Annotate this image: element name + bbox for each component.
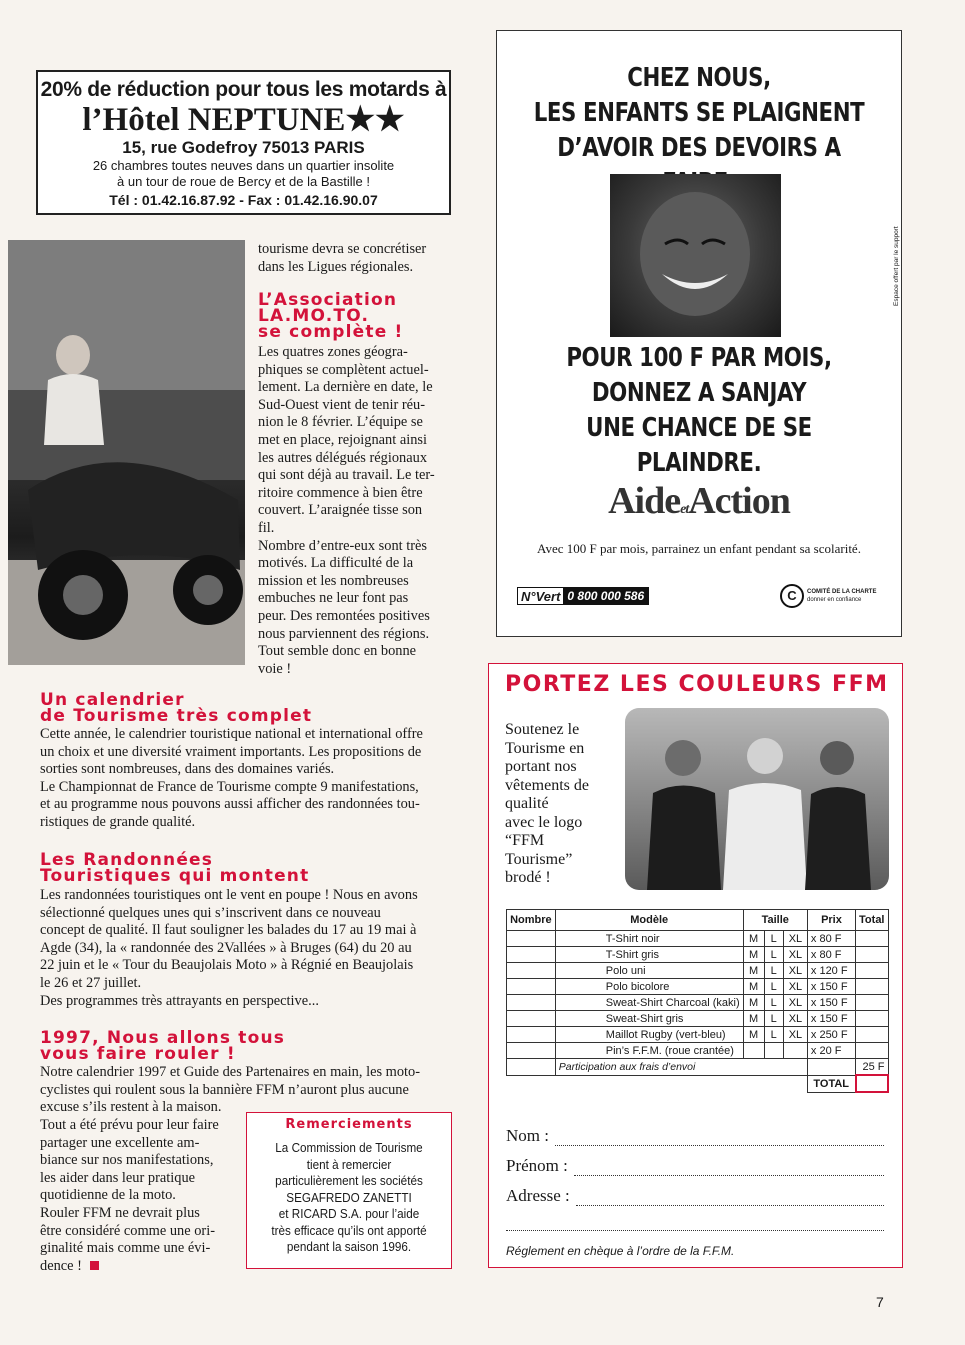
motorcycle-illustration [8,240,245,665]
price-cell: x 80 F [807,947,855,963]
table-header [507,910,889,931]
text-line: Sud-Ouest vient de tenir réu- [258,396,426,413]
nom-field[interactable] [555,1131,884,1146]
price-cell: x 150 F [807,1011,855,1027]
text-line: et RICARD S.A. pour l’aide [278,1206,420,1221]
pitch-line: Tourisme en [505,739,585,757]
order-rows [507,931,889,1059]
text-line: Rouler FFM ne devrait plus [40,1204,200,1221]
qty-cell[interactable] [507,931,556,947]
text-line: très efficace qu’ils ont apporté [271,1222,427,1238]
hotel-neptune-ad [36,70,451,215]
text-line: nous parviennent des régions. [258,625,430,642]
pitch-line: Soutenez le [505,721,580,738]
row-total-cell[interactable] [856,931,888,947]
row-total-cell[interactable] [856,995,888,1011]
model-cell: Polo bicolore [555,979,743,995]
calendrier-heading [40,692,460,724]
text-line: motivés. La difficulté de la [258,555,414,572]
size-xl-cell[interactable]: XL [783,1011,807,1027]
adresse-field[interactable] [576,1191,884,1206]
calendrier-text [40,726,452,832]
rouler-heading [40,1030,460,1062]
charte-badge [780,584,876,608]
ffm-order-form [488,663,903,1268]
row-total-cell[interactable] [856,947,888,963]
size-m-cell[interactable]: M [743,947,764,963]
total-value-field[interactable] [856,1075,888,1092]
hotel-desc-2: à un tour de roue de Bercy et de la Bastille ! [117,174,370,189]
text-line: et au programme nous pouvons aussi afficher des randonnées tou- [40,796,420,813]
hotel-contact: Tél : 01.42.16.87.92 - Fax : 01.42.16.90.07 [109,192,378,208]
header-total: Total [856,910,888,931]
numero-vert [517,587,649,605]
text-line [40,1258,232,1276]
order-row [507,1027,889,1043]
size-l-cell[interactable] [764,1043,783,1059]
randonnees-heading [40,852,460,884]
order-row [507,995,889,1011]
size-m-cell[interactable]: M [743,963,764,979]
text-line: concept de qualité. Il faut souligner les balades du 17 au 19 mai à [40,922,417,939]
child-face [610,174,781,337]
reglement-note: Réglement en chèque à l’ordre de la F.F.M. [506,1244,735,1258]
row-total-cell[interactable] [856,1011,888,1027]
assoc-heading [258,292,458,340]
text-line: particulièrement les sociétés [275,1173,423,1188]
text-line: qui sont déjà au travail. Le ter- [258,467,435,484]
logo-et: et [680,502,689,517]
size-xl-cell[interactable]: XL [783,931,807,947]
end-text: dence ! [40,1257,82,1274]
text-line: sorties sont nombreuses, dans des domaines variés. [40,761,335,778]
price-cell: x 250 F [807,1027,855,1043]
text-line: La Commission de Tourisme [275,1140,423,1155]
row-total-cell[interactable] [856,979,888,995]
text-line: un choix et une diversité vraiment importants. Les propositions de [40,743,422,760]
text-line: 22 juin et le « Tour du Beaujolais Moto » à Régnié en Beaujolais [40,957,414,974]
text-line: le 26 et 27 juillet. [40,974,142,991]
support-side-text: Espace offert par le support [893,226,900,306]
text-line: Les quatres zones géogra- [258,344,408,360]
heading-line: se complète ! [258,322,404,342]
price-cell [807,1059,855,1076]
total-row [507,1075,889,1092]
text-line: Tout semble donc en bonne [258,643,417,660]
shipping-total: 25 F [856,1059,888,1076]
blank-cell [507,1075,556,1092]
qty-cell[interactable] [507,1043,556,1059]
qty-cell[interactable] [507,979,556,995]
qty-cell[interactable] [507,947,556,963]
order-row [507,1011,889,1027]
price-cell: x 80 F [807,931,855,947]
header-modele: Modèle [555,910,743,931]
address-form [506,1126,884,1241]
child-photo [610,174,781,337]
order-table [506,909,889,1093]
row-total-cell[interactable] [856,963,888,979]
size-l-cell[interactable]: L [764,1027,783,1043]
logo-action: Action [688,480,790,522]
text-line: dans les Ligues régionales. [258,258,414,275]
text-line: biance sur nos manifestations, [40,1152,214,1169]
numero-value: 0 800 000 586 [563,588,648,604]
qty-cell[interactable] [507,1011,556,1027]
text-line: lement. La dernière en date, le [258,379,433,396]
charte-text [807,588,876,604]
subline-line: DONNEZ A SANJAY [591,378,807,408]
nom-label: Nom : [506,1126,549,1145]
hotel-name: l’Hôtel NEPTUNE★★ [82,102,405,138]
header-prix: Prix [807,910,855,931]
model-cell: Sweat-Shirt gris [555,1011,743,1027]
aide-action-ad [496,30,902,637]
page-number: 7 [876,1294,884,1310]
price-cell: x 120 F [807,963,855,979]
qty-cell[interactable] [507,1027,556,1043]
assoc-text [258,344,453,678]
text-line: tourisme devra se concrétiser [258,241,427,257]
heading-line: L’Association [258,290,398,310]
remerciements-title: Remerciements [285,1117,413,1132]
pitch-line: Tourisme” [505,850,573,868]
text-line: les aider dans leur pratique [40,1169,196,1186]
price-cell: x 150 F [807,995,855,1011]
nom-row [506,1126,884,1146]
order-row [507,979,889,995]
text-line: quotidienne de la moto. [40,1187,176,1204]
text-line: sélectionné quelques unes qui s’inscrivent dans ce nouveau [40,904,381,921]
headline-line: LES ENFANTS SE PLAIGNENT [533,98,865,128]
charte-icon: C [780,584,804,608]
size-l-cell[interactable]: L [764,979,783,995]
text-line: ritoire commence à bien être [258,484,423,501]
subline-line: UNE CHANCE DE SE PLAINDRE. [586,413,812,478]
ad-subline [497,341,901,481]
heading-line: LA.MO.TO. [258,306,370,326]
size-m-cell[interactable] [743,1043,764,1059]
size-m-cell[interactable]: M [743,1011,764,1027]
charte-line-2: donner en confiance [807,597,862,603]
model-cell: Sweat-Shirt Charcoal (kaki) [555,995,743,1011]
remerciements-body [257,1140,441,1256]
heading-line: 1997, Nous allons tous [40,1028,286,1048]
heading-line: de Tourisme très complet [40,706,313,726]
model-cell: Polo uni [555,963,743,979]
size-l-cell[interactable]: L [764,1011,783,1027]
size-m-cell[interactable]: M [743,1027,764,1043]
ffm-title: PORTEZ LES COULEURS FFM [505,672,889,697]
hotel-discount: 20% de réduction pour tous les motards à [40,78,447,101]
text-line: ristiques de grande qualité. [40,813,196,830]
adresse-row [506,1186,884,1206]
text-line: met en place, rejoignant ainsi [258,431,428,448]
pitch-line: qualité [505,795,549,812]
end-square-icon [90,1261,99,1270]
motorcyclist-photo [8,240,245,665]
remerciements-box [246,1112,452,1269]
blank-cell [555,1075,743,1092]
pitch-line: portant nos [505,758,577,775]
row-total-cell[interactable] [856,1027,888,1043]
text-line: ginalité mais comme une évi- [40,1240,211,1257]
text-line: être considéré comme une ori- [40,1222,216,1239]
model-cell: T-Shirt noir [555,931,743,947]
pitch-line: “FFM [505,832,545,849]
model-cell: Maillot Rugby (vert-bleu) [555,1027,743,1043]
size-l-cell[interactable]: L [764,963,783,979]
heading-line: vous faire rouler ! [40,1044,236,1064]
pitch-line: vêtements de [505,776,589,794]
prenom-row [506,1156,884,1176]
size-m-cell[interactable]: M [743,979,764,995]
size-l-cell[interactable]: L [764,947,783,963]
ffm-pitch [505,721,589,888]
text-line: les autres délégués régionaux [258,449,428,466]
randonnees-text [40,887,452,1010]
rouler-text [40,1064,452,1117]
text-line: Tout a été prévu pour leur faire [40,1117,219,1133]
headline-line: CHEZ NOUS, [627,63,771,93]
headline-line: D’AVOIR DES DEVOIRS A [557,133,841,163]
blank-cell [743,1075,807,1092]
size-xl-cell[interactable]: XL [783,995,807,1011]
pitch-line: brodé ! [505,869,551,886]
model-cell: Pin’s F.F.M. (roue crantée) [555,1043,743,1059]
text-line: mission et les nombreuses [258,572,409,589]
text-line: Le Championnat de France de Tourisme compte 9 manifestations, [40,778,419,795]
prenom-field[interactable] [574,1161,884,1176]
text-line: Cette année, le calendrier touristique national et international offre [40,726,423,742]
text-line: phiques se complètent actuel- [258,361,429,378]
text-line: Les randonnées touristiques ont le vent en poupe ! Nous en avons [40,887,418,903]
order-row [507,1043,889,1059]
size-m-cell[interactable]: M [743,995,764,1011]
text-line: Nombre d’entre-eux sont très [258,537,428,554]
text-line: pendant la saison 1996. [286,1239,412,1254]
text-line: Des programmes très attrayants en perspective... [40,992,319,1009]
size-l-cell[interactable]: L [764,995,783,1011]
header-taille: Taille [743,910,807,931]
prenom-label: Prénom : [506,1156,568,1175]
qty-cell[interactable] [507,1059,556,1076]
size-l-cell[interactable]: L [764,931,783,947]
header-nombre: Nombre [507,910,556,931]
qty-cell[interactable] [507,995,556,1011]
qty-cell[interactable] [507,963,556,979]
pitch-line: avec le logo [505,813,583,831]
text-line: nion le 8 février. L’équipe se [258,414,423,431]
size-m-cell[interactable]: M [743,931,764,947]
heading-line: Touristiques qui montent [40,866,310,886]
order-row [507,963,889,979]
size-xl-cell[interactable]: XL [783,963,807,979]
order-row [507,931,889,947]
shipping-row [507,1059,889,1076]
heading-line: Un calendrier [40,690,185,710]
size-xl-cell[interactable] [783,1043,807,1059]
subline-line: POUR 100 F PAR MOIS, [566,343,832,373]
total-label: TOTAL [807,1075,855,1092]
rouler-text-narrow [40,1117,232,1275]
ad-tagline: Avec 100 F par mois, parrainez un enfant pendant sa scolarité. [537,541,861,556]
adresse-field-2[interactable] [506,1216,884,1231]
three-women-illustration [625,708,889,890]
text-line: cyclistes qui roulent sous la bannière FFM n’auront plus aucune [40,1081,409,1098]
row-total-cell[interactable] [856,1043,888,1059]
size-xl-cell[interactable]: XL [783,1027,807,1043]
text-line: tient à remercier [306,1156,392,1172]
hotel-desc-1: 26 chambres toutes neuves dans un quartier insolite [92,158,395,173]
charte-line-1: COMITÉ DE LA CHARTE [807,589,877,595]
text-line: Notre calendrier 1997 et Guide des Partenaires en main, les moto- [40,1064,421,1080]
intro-text [258,241,454,276]
text-line: SEGAFREDO ZANETTI [286,1189,412,1205]
aide-action-logo [497,479,901,523]
logo-aide: Aide [608,480,681,522]
price-cell: x 150 F [807,979,855,995]
adresse-row-2 [506,1216,884,1231]
text-line: embuches ne leur font pas [258,590,409,607]
text-line: voie ! [258,660,292,677]
order-row [507,947,889,963]
text-line: couvert. L’araignée tisse son [258,502,423,519]
shipping-label: Participation aux frais d’envoi [555,1059,807,1076]
size-xl-cell[interactable]: XL [783,979,807,995]
text-line: excuse s’ils restent à la maison. [40,1099,222,1116]
ffm-models-photo [625,708,889,890]
text-line: Agde (34), la « randonnée des 2Vallées » à Bruges (64) du 20 au [40,939,412,956]
numero-label: N°Vert [521,588,561,604]
model-cell: T-Shirt gris [555,947,743,963]
adresse-label: Adresse : [506,1186,570,1205]
heading-line: Les Randonnées [40,850,214,870]
price-cell: x 20 F [807,1043,855,1059]
text-line: partager une excellente am- [40,1134,200,1151]
text-line: peur. Des remontées positives [258,607,430,624]
size-xl-cell[interactable]: XL [783,947,807,963]
text-line: fil. [258,519,275,536]
hotel-address: 15, rue Godefroy 75013 PARIS [122,138,365,157]
